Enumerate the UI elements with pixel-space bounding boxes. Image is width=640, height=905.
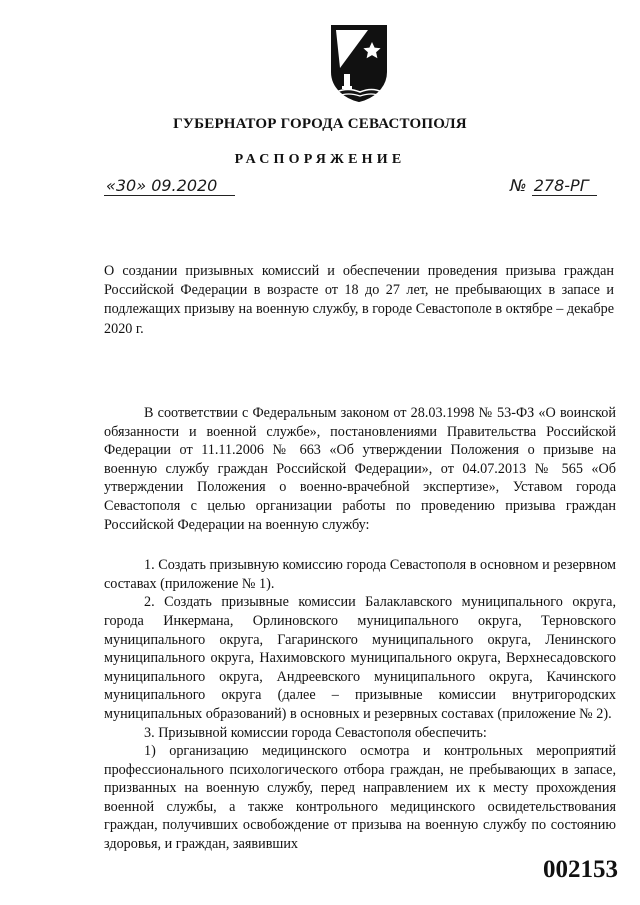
clause-2: 2. Создать призывные комиссии Балаклавского муниципального округа, города Инкермана, Орлиновского муниципального округа, Терновского муниципального округа, Гагаринского муниципального округа, Ленинского муниципального округа, Нахимовского муниципального округа, Верхнесадовского муниципального округа, Андреевского муниципального округа, Качинского муниципального округа (далее – призывные комиссии внутригородских муниципальных образований) в основных и резервных составах (приложение № 2). bbox=[104, 594, 616, 722]
document-body bbox=[104, 404, 616, 854]
clause-3-1: 1) организацию медицинского осмотра и контрольных мероприятий профессионального психологического отбора граждан, не пребывающих в запасе, призванных на военную службу, перед направлением их к месту прохождения военной службы, а также контрольного медицинского освидетельствования граждан, получивших освобождение от призыва на военную службу по состоянию здоровья, и граждан, заявивших bbox=[104, 743, 616, 853]
serial-number: 002153 bbox=[543, 856, 618, 883]
document-type: РАСПОРЯЖЕНИЕ bbox=[234, 152, 406, 167]
clause-3: 3. Призывной комиссии города Севастополя обеспечить: bbox=[144, 724, 487, 741]
number-value: 278-РГ bbox=[532, 176, 597, 196]
issuer-title: ГУБЕРНАТОР ГОРОДА СЕВАСТОПОЛЯ bbox=[173, 116, 467, 132]
document-date bbox=[104, 176, 235, 195]
coat-of-arms-icon bbox=[330, 24, 388, 102]
clause-1: 1. Создать призывную комиссию города Севастополя в основном и резервном составах (приложение № 1). bbox=[104, 557, 616, 592]
document-subject: О создании призывных комиссий и обеспечении проведения призыва граждан Российской Федерации в возрасте от 18 до 27 лет, не пребывающих в запасе и подлежащих призыву на военную службу, в городе Севастополе в октябре – декабре 2020 г. bbox=[104, 263, 614, 337]
number-prefix: № bbox=[510, 176, 527, 195]
date-value: «30» 09.2020 bbox=[104, 176, 235, 196]
document-number bbox=[510, 176, 597, 195]
legal-basis-paragraph: В соответствии с Федеральным законом от 28.03.1998 № 53-ФЗ «О воинской обязанности и военной службе», постановлениями Правительства Российской Федерации от 11.11.2006 № 663 «Об утверждении Положения о призыве на военную службу граждан Российской Федерации», от 04.07.2013 № 565 «Об утверждении Положения о военно-врачебной экспертизе», Уставом города Севастополя с целью организации работы по проведению призыва граждан Российской Федерации на военную службу: bbox=[104, 405, 616, 533]
